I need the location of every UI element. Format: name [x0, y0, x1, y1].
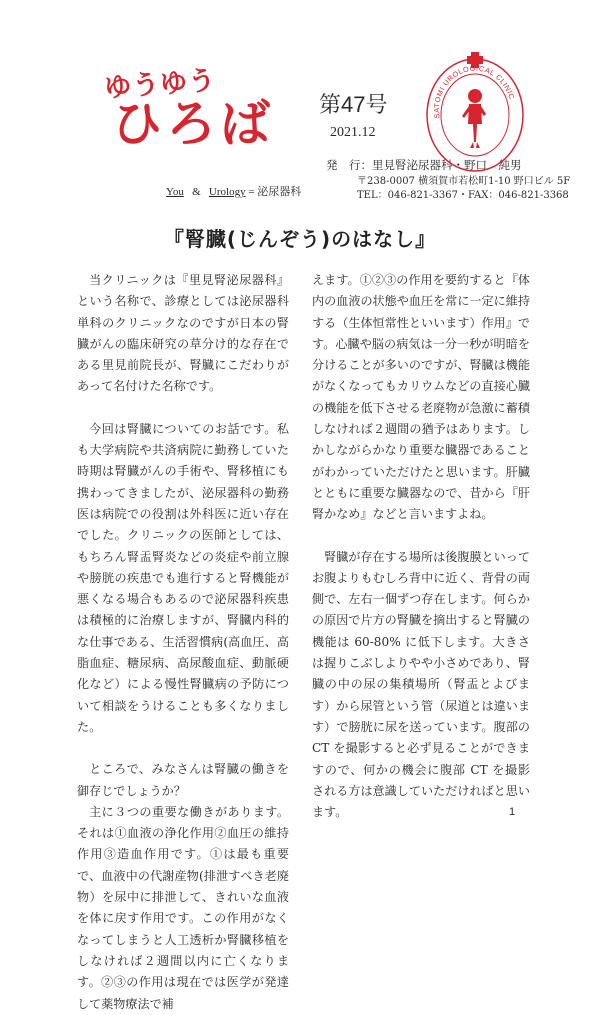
- seal-text: SATOMI UROLOGICAL CLINIC: [431, 63, 517, 119]
- paragraph: 今回は腎臓についてのお話です。私も大学病院や共済病院に勤務していた時期は腎臓がんの手術や、腎移植にも携わってきましたが、泌尿器科の勤務医は病院での役割は外科医に近い存在でした。クリニックの医師としては、もちろん腎盂腎炎などの炎症や前立腺や膀胱の疾患でも進行すると腎機能が悪くなる場合もあるので泌尿器科疾患は積極的に治療しますが、腎臓内科的な仕事である、生活習慣病(高血圧、高脂血症、糖尿病、高尿酸血症、動脈硬化など）による慢性腎臓病の予防について相談をうけることも多くなりました。: [77, 421, 289, 734]
- newsletter-logo-main: ひろば: [112, 95, 274, 153]
- paragraph: えます。①②③の作用を要約すると『体内の血液の状態や血圧を常に一定に維持する（生体恒常性といいます）作用』です。心臓や脳の病気は一分一秒が明暗を分けることが多いのですが、腎臓は機能がなくなってもカリウムなどの直接心臓の機能を低下させる老廃物が急激に蓄積しなければ２週間の猶予はあります。しかしながらかなり重要な臓器であることがわかっていただけたと思います。肝臓とともに重要な臓器なので、昔から『肝腎かなめ』などと言いますよね。: [312, 273, 530, 522]
- article-column-right: [312, 270, 530, 823]
- tel-fax: TEL：046-821-3367・FAX：046-821-3368: [357, 190, 569, 201]
- tagline-amp: &: [192, 186, 201, 198]
- paragraph: ところで、みなさんは腎臓の働きを御存じでしょうか？: [77, 762, 289, 798]
- tagline: [166, 183, 301, 199]
- article-title: 『腎臓(じんぞう)のはなし』: [163, 227, 437, 251]
- article-column-left: [77, 270, 289, 1015]
- page-number: 1: [509, 806, 516, 818]
- paragraph: 腎臓が存在する場所は後腹膜といってお腹よりもむしろ背中に近く、背骨の両側で、左右一個ずつ存在します。何らかの原因で片方の腎臓を摘出すると腎臓の機能は 60-80% に低下します。大きさは握りこぶしよりやや小さめであり、腎臓の中の尿の集積場所（腎盂とよびます）から尿管という管（尿道とは違います）で膀胱に尿を送っています。腹部のCT を撮影すると必ず見ることができますので、何かの機会に腹部 CT を撮影される方は意識していただければと思います。: [312, 549, 530, 820]
- issue-number: 第47号: [319, 92, 388, 117]
- tagline-you: You: [166, 186, 184, 198]
- paragraph: 当クリニックは『里見腎泌尿器科』という名称で、診療としては泌尿器科単科のクリニックなのですが日本の腎臓がんの臨床研究の草分け的な存在である里見前院長が、腎臓にこだわりがあって名付けた名称です。: [77, 273, 289, 394]
- publisher: 発 行：里見腎泌尿器科・野口 純男: [326, 158, 522, 172]
- paragraph: 主に３つの重要な働きがあります。それは①血液の浄化作用②血圧の維持作用③造血作用です。①は最も重要で、血液中の代謝産物(排泄すべき老廃物）を尿中に排泄して、きれいな血液を体に戻す作用です。この作用がなくなってしまうと人工透析か腎臓移植をしなければ２週間以内に亡くなります。②③の作用は現在では医学が発達して薬物療法で補: [77, 804, 289, 1011]
- address: 〒238-0007 横須賀市若松町1-10 野口ビル 5F: [357, 176, 571, 187]
- tagline-eq: = 泌尿器科: [248, 186, 302, 198]
- newsletter-logo-top: ゆうゆう: [103, 65, 218, 104]
- issue-date: 2021.12: [330, 125, 376, 140]
- tagline-urology: Urology: [208, 186, 246, 198]
- clinic-seal-icon: [420, 50, 530, 176]
